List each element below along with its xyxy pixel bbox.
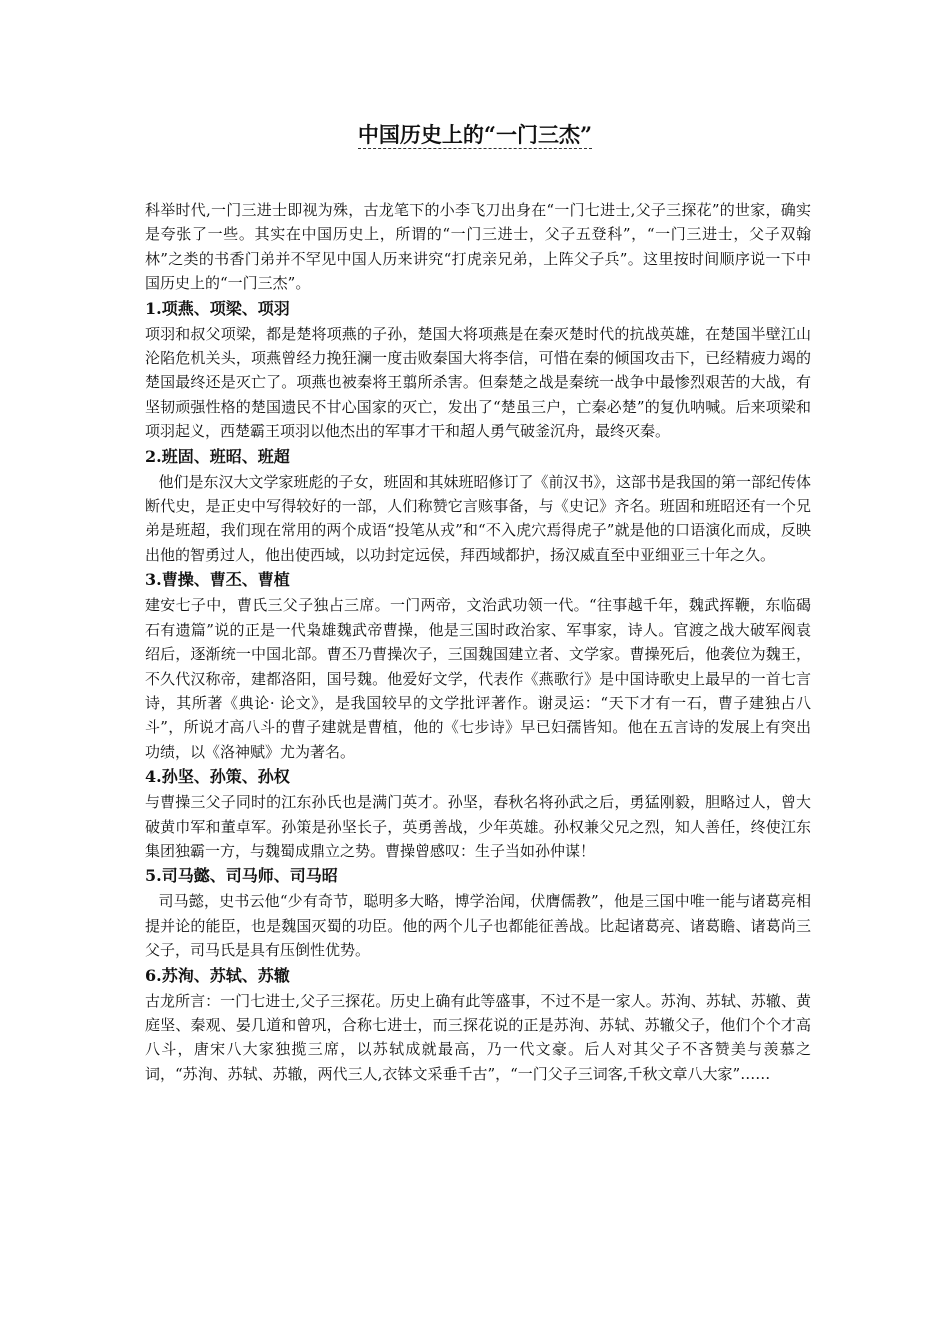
section-heading-xiang: 1.项燕、项梁、项羽 bbox=[145, 298, 290, 318]
document-body bbox=[145, 198, 811, 1086]
section-heading-sima: 5.司马懿、司马师、司马昭 bbox=[145, 866, 338, 886]
section-heading-sun: 4.孙坚、孙策、孙权 bbox=[145, 767, 290, 787]
section-body-xiang: 项羽和叔父项梁，都是楚将项燕的子孙，楚国大将项燕是在秦灭楚时代的抗战英雄，在楚国半壁江山沦陷危机关头，项燕曾经力挽狂澜一度击败秦国大将李信，可惜在秦的倾国攻击下，已经精疲力竭的楚国最终还是灭亡了。项燕也被秦将王翦所杀害。但秦楚之战是秦统一战争中最惨烈艰苦的大战，有坚韧顽强性格的楚国遗民不甘心国家的灭亡，发出了“楚虽三户，亡秦必楚”的复仇呐喊。后来项梁和项羽起义，西楚霸王项羽以他杰出的军事才干和超人勇气破釜沉舟，最终灭秦。 bbox=[145, 324, 811, 441]
section-heading-cao: 3.曹操、曹丕、曹植 bbox=[145, 570, 290, 590]
section-body-sima: 司马懿，史书云他“少有奇节，聪明多大略，博学治闻，伏膺儒教”，他是三国中唯一能与诸葛亮相提并论的能臣，也是魏国灭蜀的功臣。他的两个儿子也都能征善战。比起诸葛亮、诸葛瞻、诸葛尚三父子，司马氏是具有压倒性优势。 bbox=[145, 892, 811, 960]
document-title-block bbox=[0, 120, 950, 150]
document-title: 中国历史上的“一门三杰” bbox=[357, 122, 593, 147]
section-heading-su: 6.苏洵、苏轼、苏辙 bbox=[145, 965, 290, 985]
intro-paragraph: 科举时代,一门三进士即视为殊，古龙笔下的小李飞刀出身在“一门七进士,父子三探花”的世家，确实是夸张了一些。其实在中国历史上，所谓的“一门三进士，父子五登科”，“一门三进士，父子双翰林”之类的书香门弟并不罕见中国人历来讲究“打虎亲兄弟，上阵父子兵”。这里按时间顺序说一下中国历史上的“一门三杰”。 bbox=[145, 201, 811, 293]
section-heading-ban: 2.班固、班昭、班超 bbox=[145, 446, 290, 466]
section-body-ban: 他们是东汉大文学家班彪的子女，班固和其妹班昭修订了《前汉书》，这部书是我国的第一部纪传体断代史，是正史中写得较好的一部，人们称赞它言赅事备，与《史记》齐名。班固和班昭还有一个兄弟是班超，我们现在常用的两个成语“投笔从戎”和“不入虎穴焉得虎子”就是他的口语演化而成，反映出他的智勇过人，他出使西域，以功封定远侯，拜西域都护，扬汉威直至中亚细亚三十年之久。 bbox=[145, 472, 812, 564]
section-body-cao: 建安七子中，曹氏三父子独占三席。一门两帝，文治武功领一代。“往事越千年，魏武挥鞭，东临碣石有遗篇”说的正是一代枭雄魏武帝曹操，他是三国时政治家、军事家，诗人。官渡之战大破军阀袁绍后，逐渐统一中国北部。曹丕乃曹操次子，三国魏国建立者、文学家。曹操死后，他袭位为魏王，不久代汉称帝，建都洛阳，国号魏。他爱好文学，代表作《燕歌行》是中国诗歌史上最早的一首七言诗，其所著《典论· 论文》，是我国较早的文学批评著作。谢灵运：“天下才有一石，曹子建独占八斗”，所说才高八斗的曹子建就是曹植，他的《七步诗》早已妇孺皆知。他在五言诗的发展上有突出功绩，以《洛神赋》尤为著名。 bbox=[145, 596, 811, 761]
section-body-sun: 与曹操三父子同时的江东孙氏也是满门英才。孙坚，春秋名将孙武之后，勇猛刚毅，胆略过人，曾大破黄巾军和董卓军。孙策是孙坚长子，英勇善战，少年英雄。孙权兼父兄之烈，知人善任，终使江东集团独霸一方，与魏蜀成鼎立之势。曹操曾感叹：生子当如孙仲谋！ bbox=[145, 793, 811, 860]
section-body-su: 古龙所言：一门七进士,父子三探花。历史上确有此等盛事，不过不是一家人。苏洵、苏轼、苏辙、黄庭坚、秦观、晏几道和曾巩，合称七进士，而三探花说的正是苏洵、苏轼、苏辙父子，他们个个才高八斗，唐宋八大家独揽三席，以苏轼成就最高，乃一代文豪。后人对其父子不吝赞美与羡慕之词，“苏洵、苏轼、苏辙，两代三人,衣钵文采垂千古”，“一门父子三词客,千秋文章八大家”…… bbox=[145, 991, 811, 1083]
